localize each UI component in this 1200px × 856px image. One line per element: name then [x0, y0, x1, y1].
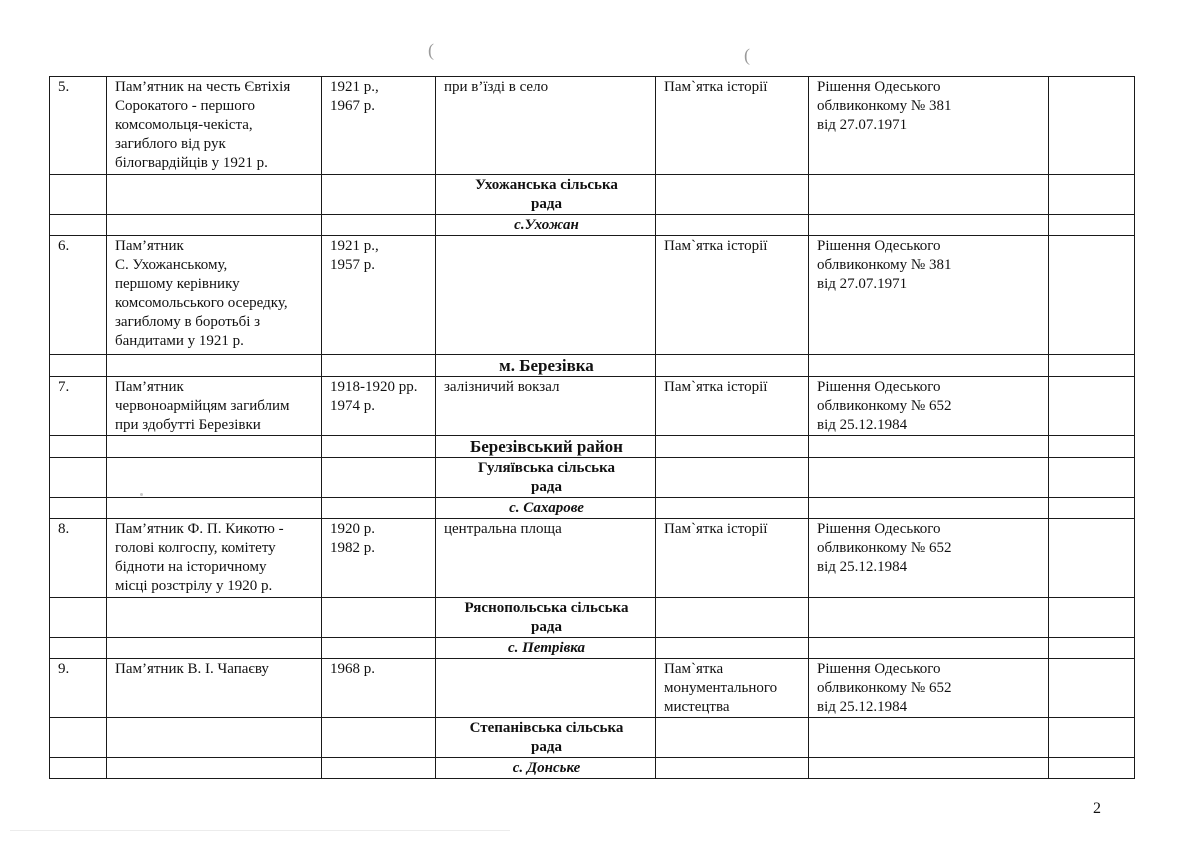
empty-cell — [809, 638, 1049, 659]
monument-type: Пам`ятка історії — [656, 377, 809, 436]
empty-cell — [809, 758, 1049, 779]
empty-cell — [107, 598, 322, 638]
empty-cell — [809, 598, 1049, 638]
empty-cell — [656, 175, 809, 215]
monument-decision: Рішення Одеського облвиконкому № 652 від 25.12.1984 — [809, 659, 1049, 718]
empty-cell — [50, 215, 107, 236]
empty-cell — [1049, 175, 1135, 215]
table-row — [50, 377, 1135, 436]
empty-cell — [656, 638, 809, 659]
empty-cell — [50, 436, 107, 458]
empty-cell — [107, 458, 322, 498]
empty-cell — [656, 355, 809, 377]
empty-cell — [656, 458, 809, 498]
monument-name: Пам’ятник червоноармійцям загиблим при здобутті Березівки — [107, 377, 322, 436]
empty-cell — [809, 215, 1049, 236]
monument-note — [1049, 236, 1135, 355]
city-heading: м. Березівка — [436, 355, 656, 377]
monument-location: центральна площа — [436, 519, 656, 598]
table-row — [50, 77, 1135, 175]
table-row — [50, 758, 1135, 779]
district-heading: Березівський район — [436, 436, 656, 458]
empty-cell — [656, 718, 809, 758]
council-heading: Гуляївська сільська рада — [436, 458, 656, 498]
monument-note — [1049, 77, 1135, 175]
scan-artifact-line — [10, 830, 510, 831]
table-row — [50, 215, 1135, 236]
empty-cell — [322, 458, 436, 498]
empty-cell — [809, 718, 1049, 758]
monument-decision: Рішення Одеського облвиконкому № 381 від 27.07.1971 — [809, 77, 1049, 175]
council-heading: Ухожанська сільська рада — [436, 175, 656, 215]
monument-dates: 1920 р. 1982 р. — [322, 519, 436, 598]
monuments-table — [49, 76, 1135, 779]
monument-dates: 1918-1920 рр. 1974 р. — [322, 377, 436, 436]
monument-type: Пам`ятка монументального мистецтва — [656, 659, 809, 718]
empty-cell — [1049, 718, 1135, 758]
empty-cell — [1049, 638, 1135, 659]
monument-location: при в’їзді в село — [436, 77, 656, 175]
council-heading: Ряснопольська сільська рада — [436, 598, 656, 638]
empty-cell — [322, 175, 436, 215]
empty-cell — [107, 718, 322, 758]
empty-cell — [50, 718, 107, 758]
empty-cell — [107, 638, 322, 659]
monument-decision: Рішення Одеського облвиконкому № 652 від 25.12.1984 — [809, 519, 1049, 598]
empty-cell — [322, 355, 436, 377]
empty-cell — [1049, 498, 1135, 519]
empty-cell — [1049, 355, 1135, 377]
empty-cell — [656, 758, 809, 779]
table-row — [50, 236, 1135, 355]
empty-cell — [322, 598, 436, 638]
monument-dates: 1968 р. — [322, 659, 436, 718]
scan-mark-left: ( — [428, 40, 434, 60]
village-heading: с. Донське — [436, 758, 656, 779]
item-number: 9. — [50, 659, 107, 718]
empty-cell — [107, 436, 322, 458]
monument-type: Пам`ятка історії — [656, 236, 809, 355]
empty-cell — [322, 215, 436, 236]
empty-cell — [1049, 436, 1135, 458]
empty-cell — [107, 498, 322, 519]
empty-cell — [50, 498, 107, 519]
empty-cell — [1049, 458, 1135, 498]
empty-cell — [322, 498, 436, 519]
empty-cell — [50, 458, 107, 498]
monument-name: Пам’ятник С. Ухожанському, першому керівнику комсомольського осередку, загиблому в боротьбі з бандитами у 1921 р. — [107, 236, 322, 355]
scan-mark-right: ( — [744, 45, 750, 65]
empty-cell — [656, 598, 809, 638]
table-row — [50, 498, 1135, 519]
item-number: 8. — [50, 519, 107, 598]
empty-cell — [322, 436, 436, 458]
monument-note — [1049, 659, 1135, 718]
empty-cell — [322, 758, 436, 779]
monument-location — [436, 236, 656, 355]
monument-decision: Рішення Одеського облвиконкому № 652 від 25.12.1984 — [809, 377, 1049, 436]
empty-cell — [107, 355, 322, 377]
monument-dates: 1921 р., 1957 р. — [322, 236, 436, 355]
empty-cell — [656, 215, 809, 236]
page-number: 2 — [1093, 800, 1101, 817]
empty-cell — [809, 355, 1049, 377]
monument-name: Пам’ятник на честь Євтіхія Сорокатого - першого комсомольця-чекіста, загиблого від рук білогвардійців у 1921 р. — [107, 77, 322, 175]
empty-cell — [656, 498, 809, 519]
monument-name: Пам’ятник В. І. Чапаєву — [107, 659, 322, 718]
empty-cell — [322, 638, 436, 659]
village-heading: с. Петрівка — [436, 638, 656, 659]
table-row — [50, 519, 1135, 598]
empty-cell — [50, 175, 107, 215]
empty-cell — [50, 355, 107, 377]
empty-cell — [809, 175, 1049, 215]
monument-type: Пам`ятка історії — [656, 519, 809, 598]
table-row — [50, 458, 1135, 498]
empty-cell — [1049, 215, 1135, 236]
table-row — [50, 659, 1135, 718]
monument-note — [1049, 377, 1135, 436]
empty-cell — [50, 638, 107, 659]
monument-type: Пам`ятка історії — [656, 77, 809, 175]
empty-cell — [107, 175, 322, 215]
table-row — [50, 436, 1135, 458]
table-row — [50, 718, 1135, 758]
monument-note — [1049, 519, 1135, 598]
table-row — [50, 175, 1135, 215]
empty-cell — [1049, 758, 1135, 779]
item-number: 6. — [50, 236, 107, 355]
monument-name: Пам’ятник Ф. П. Кикотю - голові колгоспу, комітету бідноти на історичному місці розстрілу у 1920 р. — [107, 519, 322, 598]
empty-cell — [809, 498, 1049, 519]
table-row — [50, 355, 1135, 377]
monument-decision: Рішення Одеського облвиконкому № 381 від 27.07.1971 — [809, 236, 1049, 355]
empty-cell — [50, 758, 107, 779]
empty-cell — [50, 598, 107, 638]
table-row — [50, 598, 1135, 638]
empty-cell — [107, 215, 322, 236]
village-heading: с.Ухожан — [436, 215, 656, 236]
item-number: 5. — [50, 77, 107, 175]
empty-cell — [1049, 598, 1135, 638]
village-heading: с. Сахарове — [436, 498, 656, 519]
item-number: 7. — [50, 377, 107, 436]
table-row — [50, 638, 1135, 659]
monument-location — [436, 659, 656, 718]
empty-cell — [809, 458, 1049, 498]
monument-location: залізничий вокзал — [436, 377, 656, 436]
empty-cell — [809, 436, 1049, 458]
empty-cell — [107, 758, 322, 779]
council-heading: Степанівська сільська рада — [436, 718, 656, 758]
monument-dates: 1921 р., 1967 р. — [322, 77, 436, 175]
empty-cell — [656, 436, 809, 458]
empty-cell — [322, 718, 436, 758]
